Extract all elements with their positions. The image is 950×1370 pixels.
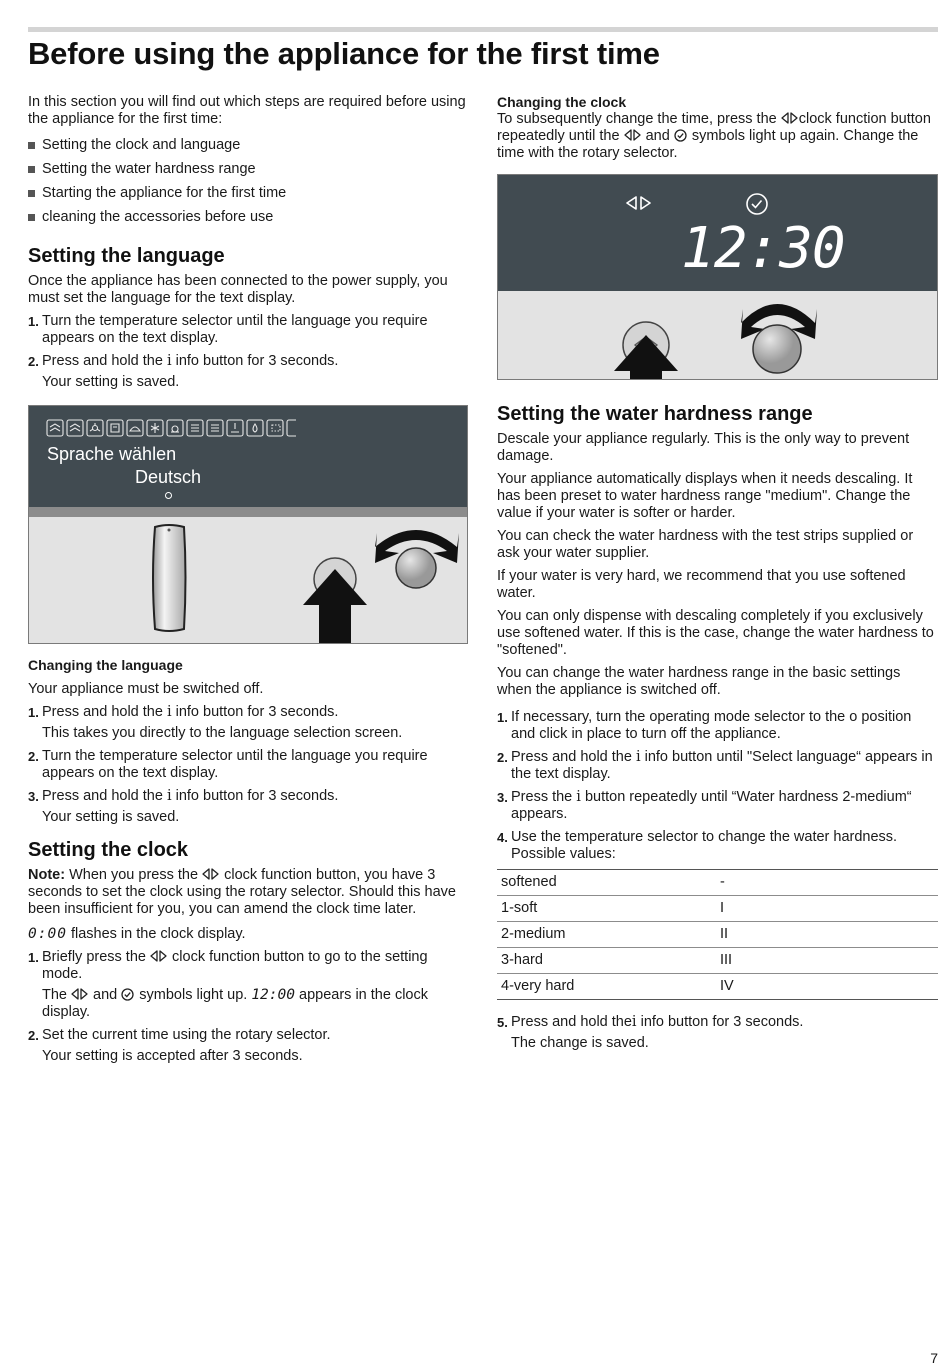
water-steps-final [497, 1014, 938, 1052]
info-icon: i [631, 1014, 637, 1030]
changing-language-heading: Changing the language [28, 657, 183, 673]
changing-language-steps [28, 704, 468, 826]
table-row: 4-very hard IV [497, 974, 938, 1000]
info-icon: i [576, 789, 581, 805]
clock-flash-time: 0:00 [28, 926, 67, 942]
display-language-value: Deutsch [135, 467, 202, 487]
water-para: You can change the water hardness range in the basic settings when the appliance is switched off. [497, 665, 901, 698]
water-hardness-table [497, 869, 938, 1000]
list-item: 2. Turn the temperature selector until the language you require appears on the text display. [28, 748, 428, 781]
language-display-figure [28, 405, 468, 644]
water-para: If your water is very hard, we recommend that you use softened water. [497, 568, 906, 601]
clock-function-icon [150, 950, 168, 963]
clock-function-icon [624, 129, 642, 142]
clock-steps [28, 949, 468, 1065]
clock-function-icon [781, 112, 799, 125]
clock-display-time: 12:30 [681, 216, 845, 281]
clock-display-time: 12:00 [251, 987, 295, 1003]
display-separator [29, 507, 467, 517]
display-indicator-dot [165, 492, 172, 499]
right-column [497, 94, 938, 1058]
water-steps [497, 709, 938, 863]
clock-flash-text: 0:00 flashes in the clock display. [28, 926, 246, 942]
text-display [29, 406, 467, 507]
water-para: You can check the water hardness with the test strips supplied or ask your water supplier. [497, 528, 914, 561]
table-row: 3-hard III [497, 948, 938, 974]
control-panel-illustration [29, 517, 467, 643]
info-icon: i [166, 704, 172, 720]
clock-panel-illustration [498, 291, 937, 379]
list-item: Starting the appliance for the first time [28, 185, 468, 202]
list-item: 2. Press and hold the i info button for 3 seconds. Your setting is saved. [28, 353, 339, 390]
clock-heading: Setting the clock [28, 839, 189, 861]
off-position-icon: o [849, 709, 858, 725]
list-item: 1. Briefly press the clock function button to go to the setting mode. The and symbols light up. 12:00 appears in the clock display. [28, 949, 428, 1020]
page-title: Before using the appliance for the first time [28, 36, 660, 71]
list-item: 2. Press and hold the i info button until "Select language“ appears in the text display. [497, 749, 933, 782]
list-item: 5. Press and hold thei info button for 3 seconds. The change is saved. [497, 1014, 804, 1051]
list-item: 4. Use the temperature selector to change the water hardness. Possible values: [497, 829, 898, 862]
list-item: 3. Press and hold the i info button for 3 seconds. Your setting is saved. [28, 788, 339, 825]
clock-check-icon [674, 129, 688, 142]
water-hardness-heading: Setting the water hardness range [497, 403, 813, 425]
info-icon: i [166, 353, 172, 369]
clock-function-icon [71, 988, 89, 1001]
list-item: 3. Press the i button repeatedly until “Water hardness 2-medium“ appears. [497, 789, 912, 822]
list-item: 2. Set the current time using the rotary selector. Your setting is accepted after 3 seconds. [28, 1027, 331, 1064]
language-text: Once the appliance has been connected to the power supply, you must set the language for the text display. [28, 273, 448, 306]
display-prompt: Sprache wählen [47, 444, 177, 464]
water-para: Your appliance automatically displays when it needs descaling. It has been preset to water hardness range "medium". Change the value if your water is softer or harder. [497, 471, 913, 521]
clock-function-icon [202, 868, 220, 881]
water-para: You can only dispense with descaling completely if you exclusively use softened water. If this is the case, change the water hardness to "softened". [497, 608, 934, 658]
changing-language-text: Your appliance must be switched off. [28, 681, 264, 697]
intro-list [28, 137, 468, 226]
table-row: softened - [497, 870, 938, 896]
changing-clock-heading: Changing the clock [497, 94, 627, 110]
list-item: Setting the clock and language [28, 137, 468, 154]
clock-check-symbol [745, 192, 769, 216]
changing-clock-text: To subsequently change the time, press the clock function button repeatedly until the and symbols light up again. Change the time with the rotary selector. [497, 111, 931, 161]
list-item: Setting the water hardness range [28, 161, 468, 178]
language-heading: Setting the language [28, 245, 225, 267]
top-rule [28, 27, 938, 32]
clock-check-icon [121, 988, 135, 1001]
page-number: 7 [930, 1350, 938, 1366]
clock-display-figure [497, 174, 938, 380]
water-para: Descale your appliance regularly. This is the only way to prevent damage. [497, 431, 910, 464]
table-row: 2-medium II [497, 922, 938, 948]
intro-text: In this section you will find out which steps are required before using the appliance for the first time: [28, 94, 466, 127]
list-item: 1. Turn the temperature selector until the language you require appears on the text display. [28, 313, 428, 346]
clock-note: Note: When you press the clock function button, you have 3 seconds to set the clock using the rotary selector. Should this have been insufficient for you, you can amend the clock time later. [28, 867, 456, 917]
info-icon: i [635, 749, 641, 765]
clock-display [498, 175, 937, 291]
list-item: 1. If necessary, turn the operating mode selector to the o position and click in place to turn off the appliance. [497, 709, 912, 742]
language-steps [28, 313, 468, 391]
info-icon: i [166, 788, 172, 804]
list-item: cleaning the accessories before use [28, 209, 468, 226]
operating-mode-icons [46, 419, 296, 439]
clock-function-symbol [625, 195, 653, 211]
table-row: 1-soft I [497, 896, 938, 922]
left-column [28, 94, 468, 1071]
list-item: 1. Press and hold the i info button for 3 seconds. This takes you directly to the language selection screen. [28, 704, 403, 741]
